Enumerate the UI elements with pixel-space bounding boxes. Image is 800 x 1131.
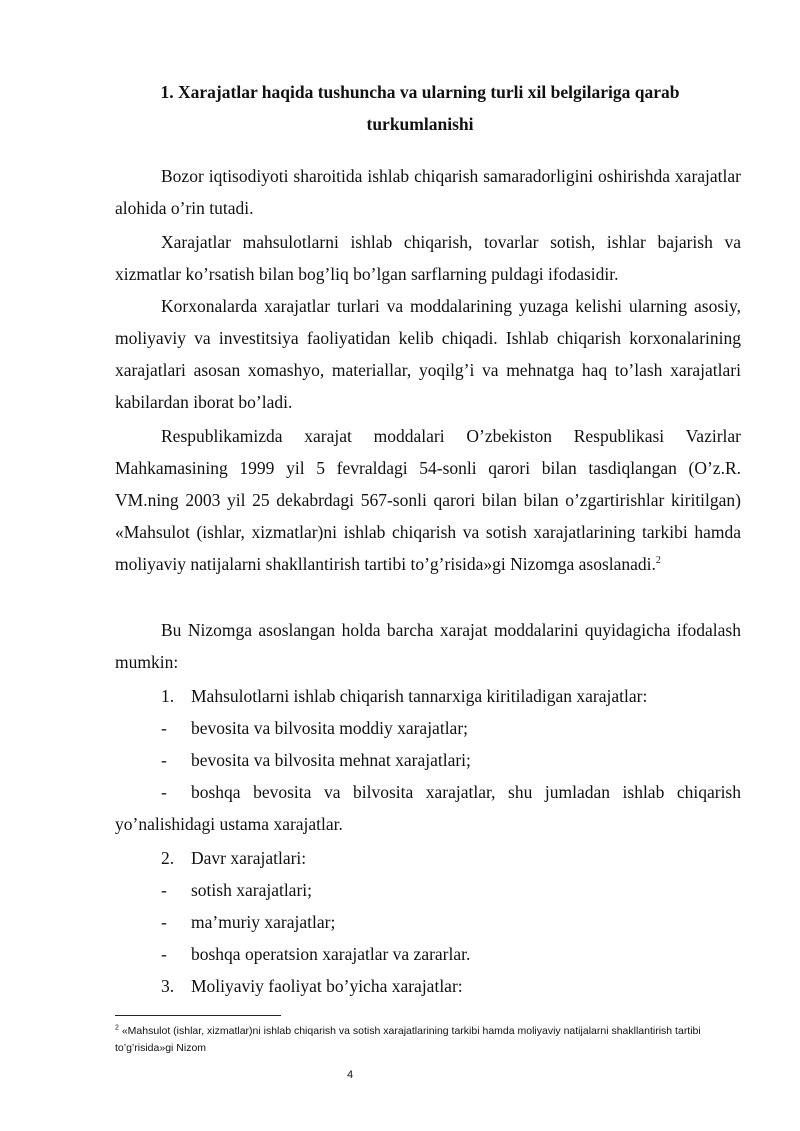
paragraph-4-text: Respublikamizda xarajat moddalari O’zbekiston Respublikasi Vazirlar Mahkamasining 1999 yil 5 fevraldagi 54-sonli qarori bilan tasdiqlangan (O’z.R. VM.ning 2003 yil 25 dekabrdagi 567-sonli qarori bilan bilan o’zgartirishlar kiritilgan) «Mahsulot (ishlar, xizmatlar)ni ishlab chiqarish va sotish xarajatlarining tarkibi hamda moliyaviy natijalarni shakllantirish tartibi to’g’risida»gi Nizomga asoslanadi.: [115, 426, 741, 574]
list-marker: -: [161, 782, 167, 802]
section-heading: [100, 76, 740, 140]
paragraph-1: Bozor iqtisodiyoti sharoitida ishlab chiqarish samaradorligini oshirishda xarajatlar alohida o’rin tutadi.: [115, 166, 741, 218]
list-marker: -: [161, 718, 167, 738]
list-item: [161, 744, 741, 776]
footnote-separator: [115, 1015, 281, 1016]
footnote-number: 2: [115, 1024, 119, 1032]
list-item-text: ma’muriy xarajatlar;: [191, 912, 336, 932]
list-item-text: sotish xarajatlari;: [191, 880, 313, 900]
list-item-text: boshqa operatsion xarajatlar va zararlar.: [191, 944, 471, 964]
paragraph-2: Xarajatlar mahsulotlarni ishlab chiqarish, tovarlar sotish, ishlar bajarish va xizmatlar ko’rsatish bilan bog’liq bo’lgan sarflarning puldagi ifodasidir.: [115, 232, 741, 284]
list-marker: 3.: [161, 976, 175, 996]
list-marker: -: [161, 880, 167, 900]
list-marker: -: [161, 750, 167, 770]
list-item-text: Mahsulotlarni ishlab chiqarish tannarxiga kiritiladigan xarajatlar:: [191, 686, 648, 706]
list-item: [161, 680, 741, 712]
list-item: [161, 938, 741, 970]
list-item-text: bevosita va bilvosita moddiy xarajatlar;: [191, 718, 469, 738]
list-item: [161, 874, 741, 906]
list-marker: 1.: [161, 686, 175, 706]
footnote-reference: 2: [655, 555, 661, 567]
list-item-text: boshqa bevosita va bilvosita xarajatlar, shu jumladan ishlab chiqarish yo’nalishidagi ustama xarajatlar.: [115, 782, 741, 834]
list-marker: -: [161, 912, 167, 932]
list-item-text: Moliyaviy faoliyat bo’yicha xarajatlar:: [191, 976, 463, 996]
page-number: 4: [346, 1069, 354, 1081]
list-marker: -: [161, 944, 167, 964]
list-item: [161, 712, 741, 744]
heading-line-1: 1. Xarajatlar haqida tushuncha va ularning turli xil belgilariga qarab: [160, 82, 680, 102]
list-item: [115, 776, 741, 840]
heading-line-2: turkumlanishi: [366, 114, 474, 134]
list-item: [161, 906, 741, 938]
list-item-text: bevosita va bilvosita mehnat xarajatlari;: [191, 750, 471, 770]
paragraph-5: Bu Nizomga asoslangan holda barcha xarajat moddalarini quyidagicha ifodalash mumkin:: [115, 620, 741, 672]
list-item: [161, 842, 741, 874]
paragraph-3: Korxonalarda xarajatlar turlari va moddalarining yuzaga kelishi ularning asosiy, moliyaviy va investitsiya faoliyatidan kelib chiqadi. Ishlab chiqarish korxonalarining xarajatlari asosan xomashyo, materiallar, yoqilg’i va mehnatga haq to’lash xarajatlari kabilardan iborat bo’ladi.: [115, 296, 741, 412]
list-item-text: Davr xarajatlari:: [191, 848, 307, 868]
list-item: [161, 970, 741, 1002]
footnote: [115, 1023, 745, 1057]
footnote-text: «Mahsulot (ishlar, xizmatlar)ni ishlab chiqarish va sotish xarajatlarining tarkibi hamda moliyaviy natijalarni shakllantirish tartibi to’g’risida»gi Nizom: [115, 1025, 701, 1054]
list-marker: 2.: [161, 848, 175, 868]
paragraph-4: [115, 420, 741, 580]
